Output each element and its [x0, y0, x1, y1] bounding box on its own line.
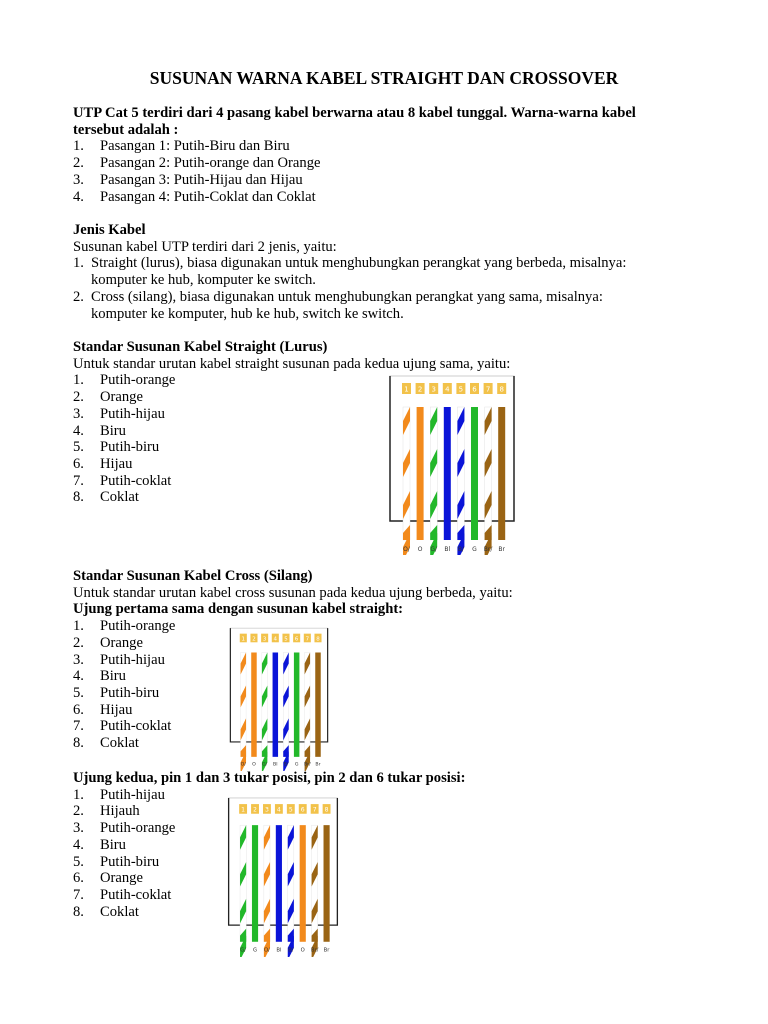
item-text: Putih-hijau	[100, 786, 165, 803]
pin-number: 3	[431, 385, 436, 394]
item-text: Hijau	[100, 455, 133, 472]
wire-label: Br/	[310, 947, 319, 954]
wire-label: B/	[288, 947, 294, 954]
list-item	[73, 618, 693, 635]
item-text: Straight (lurus), biasa digunakan untuk menghubungkan perangkat yang berbeda, misalnya:	[91, 255, 627, 272]
intro-text: UTP Cat 5 terdiri dari 4 pasang kabel berwarna atau 8 kabel tunggal. Warna-warna kabel	[73, 105, 636, 121]
item-number: 1.	[73, 372, 84, 389]
pin-number: 3	[262, 636, 267, 643]
section-heading: Jenis Kabel	[73, 222, 146, 238]
item-number: 6.	[73, 870, 84, 887]
item-number: 2.	[73, 389, 84, 406]
list-item	[73, 685, 693, 702]
wire-label: Br	[315, 762, 321, 768]
item-number: 4.	[73, 668, 84, 685]
wire-label: O/	[403, 546, 410, 553]
pin-number: 6	[294, 636, 299, 643]
item-number: 8.	[73, 735, 84, 752]
wire-4	[444, 407, 451, 540]
wire-6	[471, 407, 478, 540]
item-number: 7.	[73, 472, 84, 489]
list-item	[73, 787, 693, 804]
item-text: Putih-coklat	[100, 718, 172, 735]
pin-number: 5	[288, 806, 293, 814]
intro-text: tersebut adalah :	[73, 121, 179, 138]
list-item	[73, 904, 693, 921]
wire-2	[252, 825, 258, 942]
item-number: 1.	[73, 618, 84, 635]
item-text: Putih-hijau	[100, 651, 165, 668]
wire-label: O	[300, 947, 305, 954]
item-number: 8.	[73, 903, 84, 920]
item-number: 3.	[73, 405, 84, 422]
section-heading: Standar Susunan Kabel Cross (Silang)	[73, 568, 313, 584]
pin-number: 2	[252, 636, 256, 643]
list-item	[73, 635, 693, 652]
wire-label: O/	[240, 762, 246, 768]
item-number: 3.	[73, 171, 84, 188]
pin-number: 7	[485, 385, 491, 394]
pin-number: 5	[284, 636, 288, 643]
item-text: Hijauh	[100, 803, 140, 820]
wire-8	[498, 407, 505, 540]
item-number: 2.	[73, 288, 84, 305]
pin-number: 1	[241, 636, 246, 643]
pin-number: 5	[458, 385, 464, 394]
section-heading: Standar Susunan Kabel Straight (Lurus)	[73, 339, 328, 355]
list-item	[73, 820, 693, 837]
item-text: Coklat	[100, 903, 139, 920]
item-text: Pasangan 2: Putih-orange dan Orange	[100, 155, 321, 172]
pin-number: 8	[324, 806, 329, 814]
item-number: 3.	[73, 820, 84, 837]
list-item	[73, 138, 693, 155]
item-number: 5.	[73, 439, 84, 456]
cross-section-2	[73, 770, 693, 920]
list-item	[73, 887, 693, 904]
item-number: 4.	[73, 836, 84, 853]
item-text: Orange	[100, 634, 143, 651]
pin-number: 6	[472, 385, 477, 394]
wire-label: Bl	[444, 546, 451, 553]
list-item	[73, 255, 693, 272]
cross-section	[73, 568, 693, 752]
item-text: Biru	[100, 422, 126, 439]
wire-label: Br/	[303, 762, 311, 768]
list-item	[73, 189, 693, 206]
item-text: Putih-biru	[100, 684, 160, 701]
item-text: Pasangan 3: Putih-Hijau dan Hijau	[100, 171, 303, 188]
item-number: 4.	[73, 422, 84, 439]
pin-number: 4	[445, 385, 450, 394]
list-item	[73, 172, 693, 189]
section-text: Untuk standar urutan kabel straight susunan pada kedua ujung sama, yaitu:	[73, 355, 511, 372]
item-number: 2.	[73, 155, 84, 172]
list-item	[73, 652, 693, 669]
wire-label: Bl	[273, 762, 278, 768]
item-number: 7.	[73, 718, 84, 735]
pin-number: 6	[300, 806, 305, 814]
item-text-cont: komputer ke komputer, hub ke hub, switch ke switch.	[91, 305, 404, 322]
item-number: 2.	[73, 803, 84, 820]
list-item	[73, 389, 693, 406]
pin-number: 1	[404, 385, 409, 394]
list-item	[73, 489, 693, 506]
item-text-cont: komputer ke hub, komputer ke switch.	[91, 272, 316, 289]
cross-end1-pinout-diagram	[228, 625, 330, 771]
wire-2	[417, 407, 424, 540]
sub-heading: Ujung pertama sama dengan susunan kabel straight:	[73, 601, 404, 618]
list-item	[73, 155, 693, 172]
item-number: 3.	[73, 651, 84, 668]
item-text: Putih-orange	[100, 618, 176, 635]
wire-2	[251, 652, 256, 756]
section-text: Susunan kabel UTP terdiri dari 2 jenis, yaitu:	[73, 238, 337, 255]
item-text: Putih-biru	[100, 439, 160, 456]
cross-end2-pinout-diagram	[226, 795, 340, 957]
item-number: 7.	[73, 886, 84, 903]
item-text: Putih-orange	[100, 820, 176, 837]
list-item	[73, 289, 693, 306]
list-item	[73, 456, 693, 473]
list-item	[73, 718, 693, 735]
list-item	[73, 423, 693, 440]
wire-label: B/	[283, 762, 289, 768]
item-text: Putih-coklat	[100, 472, 172, 489]
item-text: Pasangan 1: Putih-Biru dan Biru	[100, 138, 290, 155]
item-text: Coklat	[100, 489, 139, 506]
item-text: Putih-coklat	[100, 886, 172, 903]
wire-label: Bl	[276, 947, 282, 954]
wire-label: Br	[498, 546, 505, 553]
list-item	[73, 473, 693, 490]
item-text: Biru	[100, 836, 126, 853]
pin-number: 8	[499, 385, 504, 394]
pin-number: 7	[305, 636, 310, 643]
list-item	[73, 406, 693, 423]
list-item	[73, 439, 693, 456]
item-number: 6.	[73, 455, 84, 472]
item-number: 5.	[73, 684, 84, 701]
pin-number: 3	[264, 806, 269, 814]
item-text: Orange	[100, 870, 143, 887]
wire-label: B/	[457, 546, 464, 553]
wire-4	[276, 825, 282, 942]
pin-number: 4	[273, 636, 278, 643]
pin-number: 7	[312, 806, 317, 814]
list-item	[73, 803, 693, 820]
item-number: 4.	[73, 188, 84, 205]
item-number: 1.	[73, 138, 84, 155]
wire-label: G/	[430, 546, 438, 553]
wire-8	[315, 652, 320, 756]
item-text: Pasangan 4: Putih-Coklat dan Coklat	[100, 188, 316, 205]
item-number: 2.	[73, 634, 84, 651]
wire-label: G/	[240, 947, 247, 954]
item-number: 1.	[73, 255, 84, 272]
list-item	[73, 372, 693, 389]
wire-4	[273, 652, 278, 756]
wire-6	[294, 652, 299, 756]
item-text: Cross (silang), biasa digunakan untuk menghubungkan perangkat yang sama, misalnya:	[91, 288, 603, 305]
pin-number: 1	[241, 806, 246, 814]
wire-label: O/	[263, 947, 270, 954]
pin-number: 2	[253, 806, 257, 814]
straight-section	[73, 339, 693, 506]
item-text: Biru	[100, 668, 126, 685]
wire-6	[300, 825, 306, 942]
pin-number: 4	[276, 806, 281, 814]
wire-label: O	[252, 762, 256, 768]
item-number: 1.	[73, 786, 84, 803]
wire-label: G/	[262, 762, 268, 768]
item-text: Putih-biru	[100, 853, 160, 870]
document-title: SUSUNAN WARNA KABEL STRAIGHT DAN CROSSOVER	[149, 68, 619, 88]
wire-8	[324, 825, 330, 942]
wire-label: O	[417, 546, 423, 553]
item-number: 5.	[73, 853, 84, 870]
wire-label: Br/	[483, 546, 493, 553]
list-item	[73, 668, 693, 685]
item-text: Coklat	[100, 735, 139, 752]
pin-number: 2	[417, 385, 423, 394]
section-text: Untuk standar urutan kabel cross susunan pada kedua ujung berbeda, yaitu:	[73, 584, 513, 601]
pin-number: 8	[316, 636, 320, 643]
intro-section	[73, 105, 693, 205]
item-text: Putih-hijau	[100, 405, 165, 422]
wire-label: G	[294, 762, 299, 768]
wire-label: G	[252, 947, 258, 954]
jenis-section	[73, 222, 693, 322]
item-text: Hijau	[100, 701, 133, 718]
item-text: Orange	[100, 389, 143, 406]
list-item	[73, 837, 693, 854]
sub-heading: Ujung kedua, pin 1 dan 3 tukar posisi, pin 2 dan 6 tukar posisi:	[73, 770, 466, 786]
item-text: Putih-orange	[100, 372, 176, 389]
item-number: 8.	[73, 489, 84, 506]
list-item	[73, 702, 693, 719]
straight-pinout-diagram	[387, 375, 517, 555]
list-item	[73, 735, 693, 752]
list-item	[73, 854, 693, 871]
list-item	[73, 870, 693, 887]
wire-label: Br	[323, 947, 330, 954]
wire-label: G	[472, 546, 477, 553]
item-number: 6.	[73, 701, 84, 718]
